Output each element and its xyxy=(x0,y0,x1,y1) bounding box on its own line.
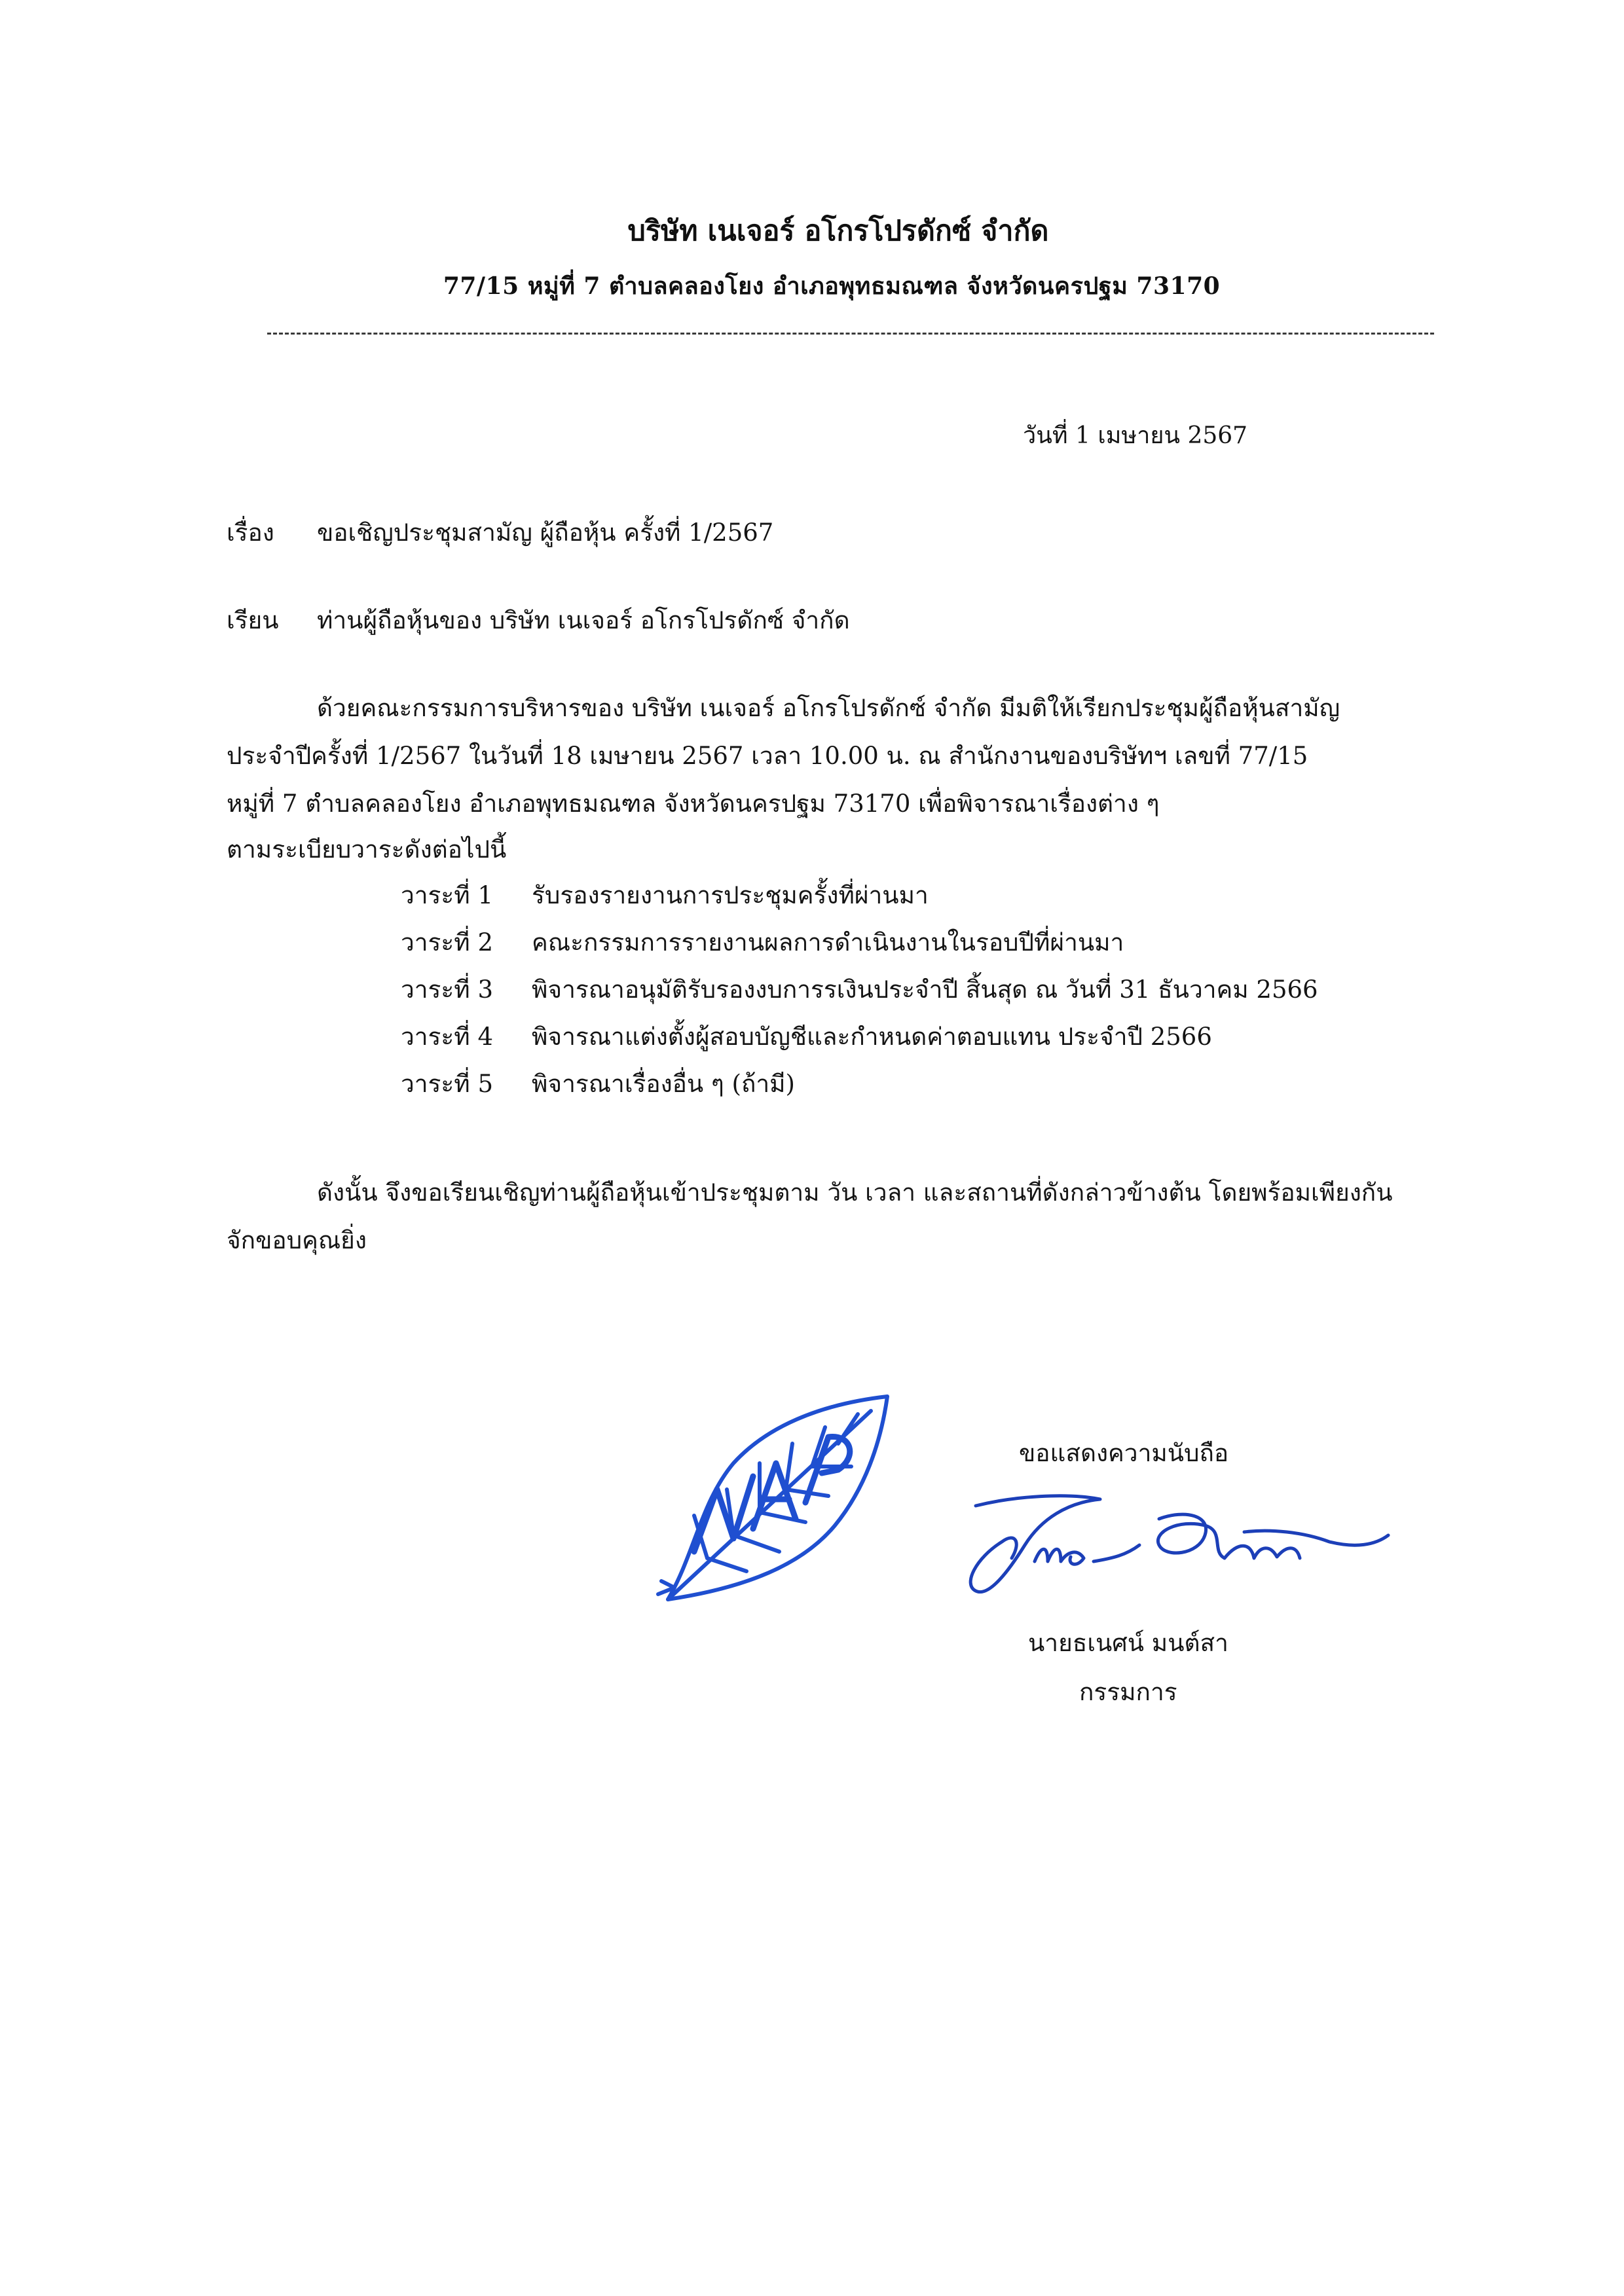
company-name: บริษัท เนเจอร์ อโกรโปรดักซ์ จำกัด xyxy=(627,215,1049,247)
signer-name: นายธเนศน์ มนต์สา xyxy=(1028,1629,1228,1657)
recipient-label: เรียน xyxy=(227,606,279,634)
agenda-text: พิจารณาเรื่องอื่น ๆ (ถ้ามี) xyxy=(532,1070,795,1098)
agenda-number: วาระที่ 4 xyxy=(401,1023,493,1051)
regards-text: ขอแสดงความนับถือ xyxy=(1019,1439,1229,1467)
subject-label: เรื่อง xyxy=(227,519,274,547)
body-line: ประจำปีครั้งที่ 1/2567 ในวันที่ 18 เมษายน 2567 เวลา 10.00 น. ณ สำนักงานของบริษัทฯ เลขที่ 77/15 xyxy=(227,742,1308,770)
body-line: ตามระเบียบวาระดังต่อไปนี้ xyxy=(227,835,507,864)
agenda-text: รับรองรายงานการประชุมครั้งที่ผ่านมา xyxy=(532,881,929,909)
agenda-text: พิจารณาแต่งตั้งผู้สอบบัญชีและกำหนดค่าตอบแทน ประจำปี 2566 xyxy=(532,1023,1212,1051)
company-address: 77/15 หมู่ที่ 7 ตำบลคลองโยง อำเภอพุทธมณฑล จังหวัดนครปฐม 73170 xyxy=(443,272,1221,300)
agenda-number: วาระที่ 3 xyxy=(401,975,493,1004)
leaf-stamp-icon xyxy=(655,1391,897,1607)
subject-text: ขอเชิญประชุมสามัญ ผู้ถือหุ้น ครั้งที่ 1/2567 xyxy=(317,519,774,547)
agenda-number: วาระที่ 1 xyxy=(401,881,493,909)
agenda-number: วาระที่ 2 xyxy=(401,928,493,957)
agenda-text: คณะกรรมการรายงานผลการดำเนินงานในรอบปีที่ผ่านมา xyxy=(532,928,1124,957)
agenda-text: พิจารณาอนุมัติรับรองงบการรเงินประจำปี สิ้นสุด ณ วันที่ 31 ธันวาคม 2566 xyxy=(532,975,1318,1004)
handwritten-signature-icon xyxy=(963,1480,1395,1611)
body-line: ด้วยคณะกรรมการบริหารของ บริษัท เนเจอร์ อโกรโปรดักซ์ จำกัด มีมติให้เรียกประชุมผู้ถือหุ้นสามัญ xyxy=(317,694,1340,722)
signer-position: กรรมการ xyxy=(1079,1678,1177,1706)
body-line: หมู่ที่ 7 ตำบลคลองโยง อำเภอพุทธมณฑล จังหวัดนครปฐม 73170 เพื่อพิจารณาเรื่องต่าง ๆ xyxy=(227,790,1160,818)
agenda-number: วาระที่ 5 xyxy=(401,1070,493,1098)
letter-date: วันที่ 1 เมษายน 2567 xyxy=(1023,422,1248,449)
closing-line: จักขอบคุณยิ่ง xyxy=(227,1226,367,1254)
closing-line: ดังนั้น จึงขอเรียนเชิญท่านผู้ถือหุ้นเข้าประชุมตาม วัน เวลา และสถานที่ดังกล่าวข้างต้น โดยพร้อมเพียงกัน xyxy=(317,1178,1393,1207)
recipient-text: ท่านผู้ถือหุ้นของ บริษัท เนเจอร์ อโกรโปรดักซ์ จำกัด xyxy=(317,606,850,634)
header-divider xyxy=(267,333,1434,335)
